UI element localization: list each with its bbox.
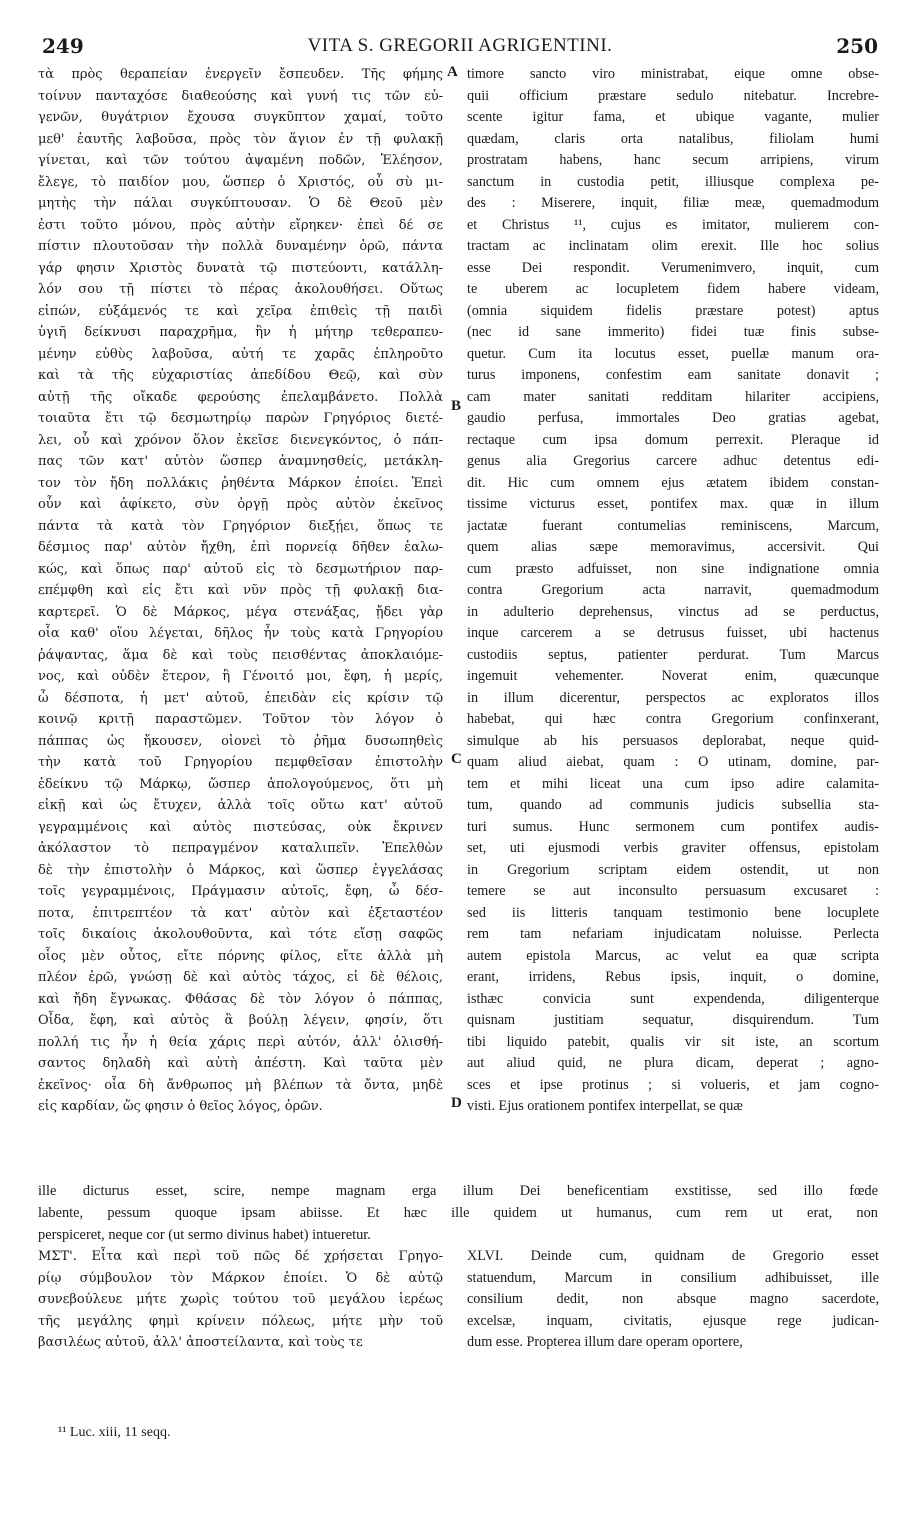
greek-text-line: μένην εὐθὺς λαβοῦσα, αὐτή τε χαρᾶς ἐπληροῦτο <box>38 346 443 362</box>
latin-text-line: XLVI. Deinde cum, quidnam de Gregorio esset <box>467 1248 879 1264</box>
running-title: VITA S. GREGORII AGRIGENTINI. <box>307 35 613 56</box>
greek-text-line: τοῖς γεγραμμένοις, Πράγμασιν αὐτοῖς, ἔφη, ὦ δέσ- <box>38 884 443 899</box>
latin-text-line: genus alia Gregorius carcere adhuc detentus edi- <box>467 453 879 469</box>
greek-text-line: συνεβούλευε μήτε χωρὶς τούτου τοῦ μεγάλου ἱερέως <box>38 1292 443 1307</box>
greek-text-line: ποτα, ἐπιτρεπτέον τὰ κατ' αὐτὸν καὶ ἐξεταστέον <box>38 905 443 921</box>
greek-section-46 <box>38 1246 443 1354</box>
latin-text-line: turus imponens, confestim eam sanitate donavit ; <box>467 367 879 383</box>
latin-column <box>467 64 879 1118</box>
latin-text-line: visti. Ejus orationem pontifex interpellat, se quæ <box>467 1098 743 1114</box>
latin-text-line: esse Dei respondit. Verumenimvero, inquit, cum <box>467 259 879 276</box>
latin-text-line: set, uti ejusmodi verbis graviter offensus, epistolam <box>467 840 879 856</box>
latin-text-line: ille dicturus esset, scire, nempe magnam erga illum Dei beneficentiam exstitisse, sed illo fœde <box>38 1183 878 1199</box>
greek-text-line: ἔλεγε, τὸ παιδίον μου, ὥσπερ ὁ Χριστός, οὗ σὺ μι- <box>38 174 443 190</box>
greek-text-line: πίστιν πλουτοῦσαν τὴν πολλὰ δυναμένην ὁρῶ, πάντα <box>38 239 443 254</box>
latin-text-line: rem tam nefariam injudicatam noluisse. Perlecta <box>467 926 879 942</box>
latin-text-line: excelsæ, inquam, civitatis, ejusque rege judican- <box>467 1312 879 1329</box>
latin-text-line: dit. Hic cum omnem ejus ætatem ibidem constan- <box>467 474 879 491</box>
latin-text-line: des : Miserere, inquit, filiæ meæ, quemadmodum <box>467 195 879 211</box>
greek-text-line: γίνεται, καὶ τῶν τούτου ἀψαμένη ποδῶν, Ἐλέησον, <box>38 153 443 168</box>
latin-text-line: simulque ab his persuasos deplorabat, neque quid- <box>467 732 879 749</box>
greek-text-line: γενῶν, θυγάτριον ἔχουσα συγκῦπτον χαμαί, τοῦτο <box>38 110 443 125</box>
latin-text-line: in Gregorium scriptam eidem ostendit, ut non <box>467 861 879 878</box>
latin-text-line: quetur. Cum ita locutus esset, puellæ manum ora- <box>467 345 879 362</box>
greek-text-line: τῆς μεγάλης φημὶ κρίνειν πόλεως, μήτε μὴν τοῦ <box>38 1313 443 1329</box>
latin-text-line: sces et ipse protinus ; si volueris, et jam cogno- <box>467 1076 879 1093</box>
greek-text-line: λόν σου τῇ πίστει τὸ πέρας ἀκολουθήσει. Οὕτως <box>38 282 443 297</box>
latin-text-line: quem alias sæpe memoravimus, accersivit. Qui <box>467 539 879 555</box>
greek-text-line: ῥάψαντας, ἅμα δὲ καὶ τοὺς πεισθέντας ἀποκλαιόμε- <box>38 647 443 663</box>
latin-text-line: ingemuit vehementer. Noverat enim, quæcunque <box>467 668 879 684</box>
greek-text-line: γεγραμμένοις καὶ αὐτὸς πιστεύσας, οὐκ ἔκρινεν <box>38 819 443 835</box>
greek-text-line: καρτερεῖ. Ὁ δὲ Μάρκος, μέγα στενάξας, ᾔδει γὰρ <box>38 604 443 620</box>
page-number-left: 249 <box>42 34 84 58</box>
latin-text-line: gaudio perfusa, immortales Deo gratias agebat, <box>467 410 879 426</box>
latin-text-line: quædam, claris orta natalibus, filiolam humi <box>467 130 879 147</box>
greek-text-line: νος, καὶ οὐδὲν ἕτερον, ἢ Γένοιτό μοι, ἔφη, ἡ μερίς, <box>38 669 443 684</box>
greek-text-line: εἰκῇ καὶ ὡς ἔτυχεν, ἀλλὰ τοῖς οὕτω κατ' αὐτοῦ <box>38 798 443 813</box>
greek-text-line: καὶ τὰ τῆς εὐχαριστίας ἀπεδίδου Θεῷ, καὶ σὺν <box>38 368 443 383</box>
greek-text-line: πολλή τις ἦν ἡ θεία χάρις περὶ αὐτόν, ἀλλ' ὀλισθή- <box>38 1034 443 1050</box>
page-number-right: 250 <box>836 34 878 58</box>
latin-text-line: quisnam justitiam sequatur, disquirendum. Tum <box>467 1012 879 1028</box>
greek-text-line: βασιλέως αὐτοῦ, ἀλλ' ἀποστείλαντα, καὶ τοὺς τε <box>38 1335 363 1350</box>
greek-text-line: ἐδείκνυ τῷ Μάρκῳ, ὥσπερ ἀπολογούμενος, ὅτι μὴ <box>38 776 443 792</box>
greek-text-line: αὐτῇ τῆς οἴκαδε φερούσης ἐπελαμβάνετο. Πολλὰ <box>38 389 443 405</box>
greek-text-line: δὲ τὴν ἐπιστολὴν ὁ Μάρκος, καὶ ὥσπερ ἐγγελάσας <box>38 862 443 878</box>
latin-text-line: (nec id sane immerito) fidei tuæ finis subse- <box>467 324 879 340</box>
latin-text-line: autem epistola Marcus, ac velut ea quæ scripta <box>467 947 879 964</box>
latin-text-line: consilium dedit, non absque magno sacerdote, <box>467 1291 879 1307</box>
greek-text-line: πάντα τὰ κατὰ τὸν Γρηγόριον διεξῄει, ὅπως τε <box>38 518 443 534</box>
greek-text-line: πάππας ὡς ἤκουσεν, οἱονεὶ τὸ ῥῆμα δυσωπηθεὶς <box>38 733 443 749</box>
greek-text-line: τοῖς δικαίοις ἀκολουθοῦντα, καὶ τότε εἴσῃ σαφῶς <box>38 927 443 942</box>
latin-text-line: rectaque cum ipsa domum perrexit. Pleraque id <box>467 431 879 448</box>
greek-text-line: δέσμιος παρ' αὐτὸν ἤχθη, ἐπὶ πορνείᾳ δῆθεν ἑαλω- <box>38 540 443 555</box>
latin-text-line: aut aliud quid, ne plura dicam, deperat ; agno- <box>467 1055 879 1071</box>
greek-text-line: λει, οὗ καὶ χρόνον ὅλον ἐκεῖσε διενεγκόντος, ὁ πάπ- <box>38 432 443 448</box>
latin-text-line: sed iis litteris tanquam testimonio bene locuplete <box>467 904 879 921</box>
latin-text-line: te uberem ac locupletem fidem habere videam, <box>467 281 879 297</box>
margin-letter-a: A <box>447 64 458 80</box>
latin-text-line: custodiis septus, patienter perdurat. Tum Marcus <box>467 646 879 663</box>
greek-text-line: ΜΣΤ'. Εἶτα καὶ περὶ τοῦ πῶς δέ χρήσεται Γρηγο- <box>38 1249 443 1264</box>
greek-text-line: πας τῶν κατ' αὐτὸν ὥσπερ ἀναμνησθείς, μετάκλη- <box>38 454 443 469</box>
latin-text-line: (omnia siquidem fidelis præstare potest) aptus <box>467 302 879 319</box>
greek-text-line: κώς, καὶ ὅπως παρ' αὐτοῦ εἰς τὸ δεσμωτήριον παρ- <box>38 561 443 577</box>
greek-text-line: τοιαῦτα ἔτι τῷ δεσμωτηρίῳ παρὼν Γρηγόριος διετέ- <box>38 411 443 426</box>
greek-text-line: σαντος δηλαδὴ καὶ αὐτὴ ἀπέστη. Καὶ ταῦτα μὲν <box>38 1056 443 1071</box>
latin-text-line: quii officium præstare sedulo nitebatur. Increbre- <box>467 87 879 104</box>
greek-text-line: ἐκεῖνος· οἷα δὴ ἄνθρωπος μὴ βλέπων τὰ ὄντα, μηδὲ <box>38 1077 443 1093</box>
greek-text-line: οὖν καὶ ἀφίκετο, σὺν ὀργῇ πρὸς αὐτὸν ἐκεῖνος <box>38 497 443 512</box>
latin-text-line: jactatæ fuerant contumelias reminiscens, Marcum, <box>467 517 879 534</box>
greek-text-line: ρίῳ σύμβουλον τὸν Μάρκον ἐποίει. Ὁ δὲ αὐτῷ <box>38 1270 443 1286</box>
latin-text-line: tissime victurus esset, pontifex max. quæ in illum <box>467 496 879 512</box>
greek-text-line: επέμφθη καὶ εἰς ἔτι καὶ νῦν πρὸς τῇ φυλακῇ δια- <box>38 583 443 598</box>
latin-text-line: tem et mihi liceat una cum ipso adire calamita- <box>467 775 879 792</box>
greek-text-line: ἐστι τοῦτο μόνου, πρὸς αὐτὴν εἴρηκεν· ἐπεὶ δέ σε <box>38 217 443 233</box>
latin-text-line: contra Gregorium acta narravit, quemadmodum <box>467 582 879 598</box>
greek-text-line: Οἶδα, ἔφη, καὶ αὐτὸς ἃ βούλῃ λέγειν, φησίν, ὅτι <box>38 1013 443 1028</box>
greek-text-line: οἷος μὲν οὗτος, εἴτε πόρνης φίλος, εἴτε ἀλλὰ μὴ <box>38 948 443 964</box>
latin-text-line: labente, pessum quoque ipsam abiisse. Et hæc ille quidem ut humanus, cum rem ut erat, non <box>38 1205 878 1221</box>
latin-text-line: dum esse. Propterea illum dare operam oportere, <box>467 1334 743 1350</box>
latin-text-line: scente igitur fama, et ubique vagante, mulier <box>467 109 879 125</box>
latin-text-line: prostratam habens, hanc secum arripiens, virum <box>467 152 879 168</box>
greek-text-line: εἰπών, εὐξάμενός τε καὶ χεῖρα ἐπιθεὶς τῇ παιδὶ <box>38 303 443 319</box>
greek-text-line: καὶ ἤδη ἔγνωκας. Φθάσας δὲ τὸν λόγον ὁ πάππας, <box>38 991 443 1007</box>
latin-text-line: tractam ac inclinatam olim erexit. Ille hoc solius <box>467 238 879 254</box>
page-header <box>42 34 878 60</box>
greek-text-line: ὑγιῆ δείκνυσι παραχρῆμα, ἣν ἡ μήτηρ τεθεραπευ- <box>38 325 443 340</box>
footnote: ¹¹ Luc. xiii, 11 seqq. <box>58 1425 171 1440</box>
greek-text-line: τὴν κατὰ τοῦ Γρηγορίου πεμφθεῖσαν ἐπιστολὴν <box>38 755 443 770</box>
latin-text-line: in adulterio deprehensus, vinctus ad se perductus, <box>467 603 879 620</box>
margin-letter-c: C <box>451 751 462 767</box>
latin-text-line: et Christus ¹¹, cujus es imitator, mulierem con- <box>467 216 879 233</box>
greek-column <box>38 64 443 1118</box>
latin-text-line: tum, quando ad communis judicis subsellia sta- <box>467 797 879 813</box>
latin-text-line: timore sancto viro ministrabat, eique omne obse- <box>467 66 879 82</box>
latin-text-line: cam mater sanitati redditam hilariter accipiens, <box>467 388 879 405</box>
greek-text-line: οἷα καθ' οἵου λέγεται, δῆλος ἦν τοὺς κατὰ Γρηγορίου <box>38 626 443 641</box>
greek-text-line: εἰς καρδίαν, ὥς φησιν ὁ θεῖος λόγος, ὁρῶν. <box>38 1099 323 1114</box>
latin-text-line: habebat, qui hæc contra Gregorium confinxerant, <box>467 711 879 727</box>
greek-text-line: ὦ δέσποτα, ἡ μετ' αὐτοῦ, ἐπειδὰν εἰς κρίσιν τῷ <box>38 690 443 706</box>
margin-letter-b: B <box>451 398 462 414</box>
latin-text-line: quam aliud aiebat, quam : O utinam, domine, par- <box>467 754 879 770</box>
latin-text-line: statuendum, Marcum in consilium adhibuisset, ille <box>467 1269 879 1286</box>
latin-text-line: in illum dicerentur, perspectos ac exploratos illos <box>467 689 879 706</box>
latin-text-line: erant, irridens, Rebus ipsis, inquit, o domine, <box>467 969 879 985</box>
latin-text-line: cum præsto adfuisset, non sine indignatione omnia <box>467 560 879 577</box>
greek-text-line: γάρ φησιν Χριστὸς δυνατὰ τῷ πιστεύοντι, κατάλλη- <box>38 260 443 276</box>
latin-text-line: isthæc convicia sunt expendenda, diligenterque <box>467 990 879 1007</box>
greek-text-line: τον τὸν ἤδη πολλάκις ῥηθέντα Μάρκον ἐποίει. Ἐπεὶ <box>38 475 443 491</box>
latin-section-46 <box>467 1246 879 1354</box>
full-width-paragraph <box>38 1180 878 1246</box>
latin-text-line: perspiceret, neque cor (ut sermo divinus habet) intueretur. <box>38 1227 371 1243</box>
greek-text-line: τὰ πρὸς θεραπείαν ἐνεργεῖν ἔσπευδεν. Τῆς φήμης <box>38 67 443 82</box>
latin-text-line: temere se aut inconsulto persuasum excusaret : <box>467 883 879 899</box>
greek-text-line: μητὴς τὴν πάλαι συγκύπτουσαν. Ὁ δὲ Θεοῦ μὲν <box>38 196 443 211</box>
greek-text-line: ἀκόλαστον τὸ πεπραγμένον καταλιπεῖν. Ἐπελθὼν <box>38 841 443 856</box>
margin-letter-d: D <box>451 1095 462 1111</box>
latin-text-line: tibi liquido patebit, qualis vir sit iste, an scortum <box>467 1033 879 1050</box>
greek-text-line: πλέον ἐρῶ, γνώσῃ δὲ καὶ αὐτὸς τάχος, εἰ δὲ θέλοις, <box>38 970 443 985</box>
latin-text-line: sanctum in custodia petit, illiusque complexa pe- <box>467 173 879 190</box>
latin-text-line: inque carcerem a se detrusus fuisset, ubi hactenus <box>467 625 879 641</box>
greek-text-line: κοινῷ κριτῇ παραστῶμεν. Τοῦτον τὸν λόγον ὁ <box>38 712 443 727</box>
greek-text-line: τοίνυν πανταχόσε διαθεούσης καὶ γυνή τις τῶν εὐ- <box>38 88 443 104</box>
greek-text-line: μεθ' ἑαυτῆς λαβοῦσα, πρὸς τὸν ἅγιον ἐν τῇ φυλακῇ <box>38 131 443 147</box>
latin-text-line: turi sumus. Hunc sermonem cum pontifex audis- <box>467 818 879 835</box>
